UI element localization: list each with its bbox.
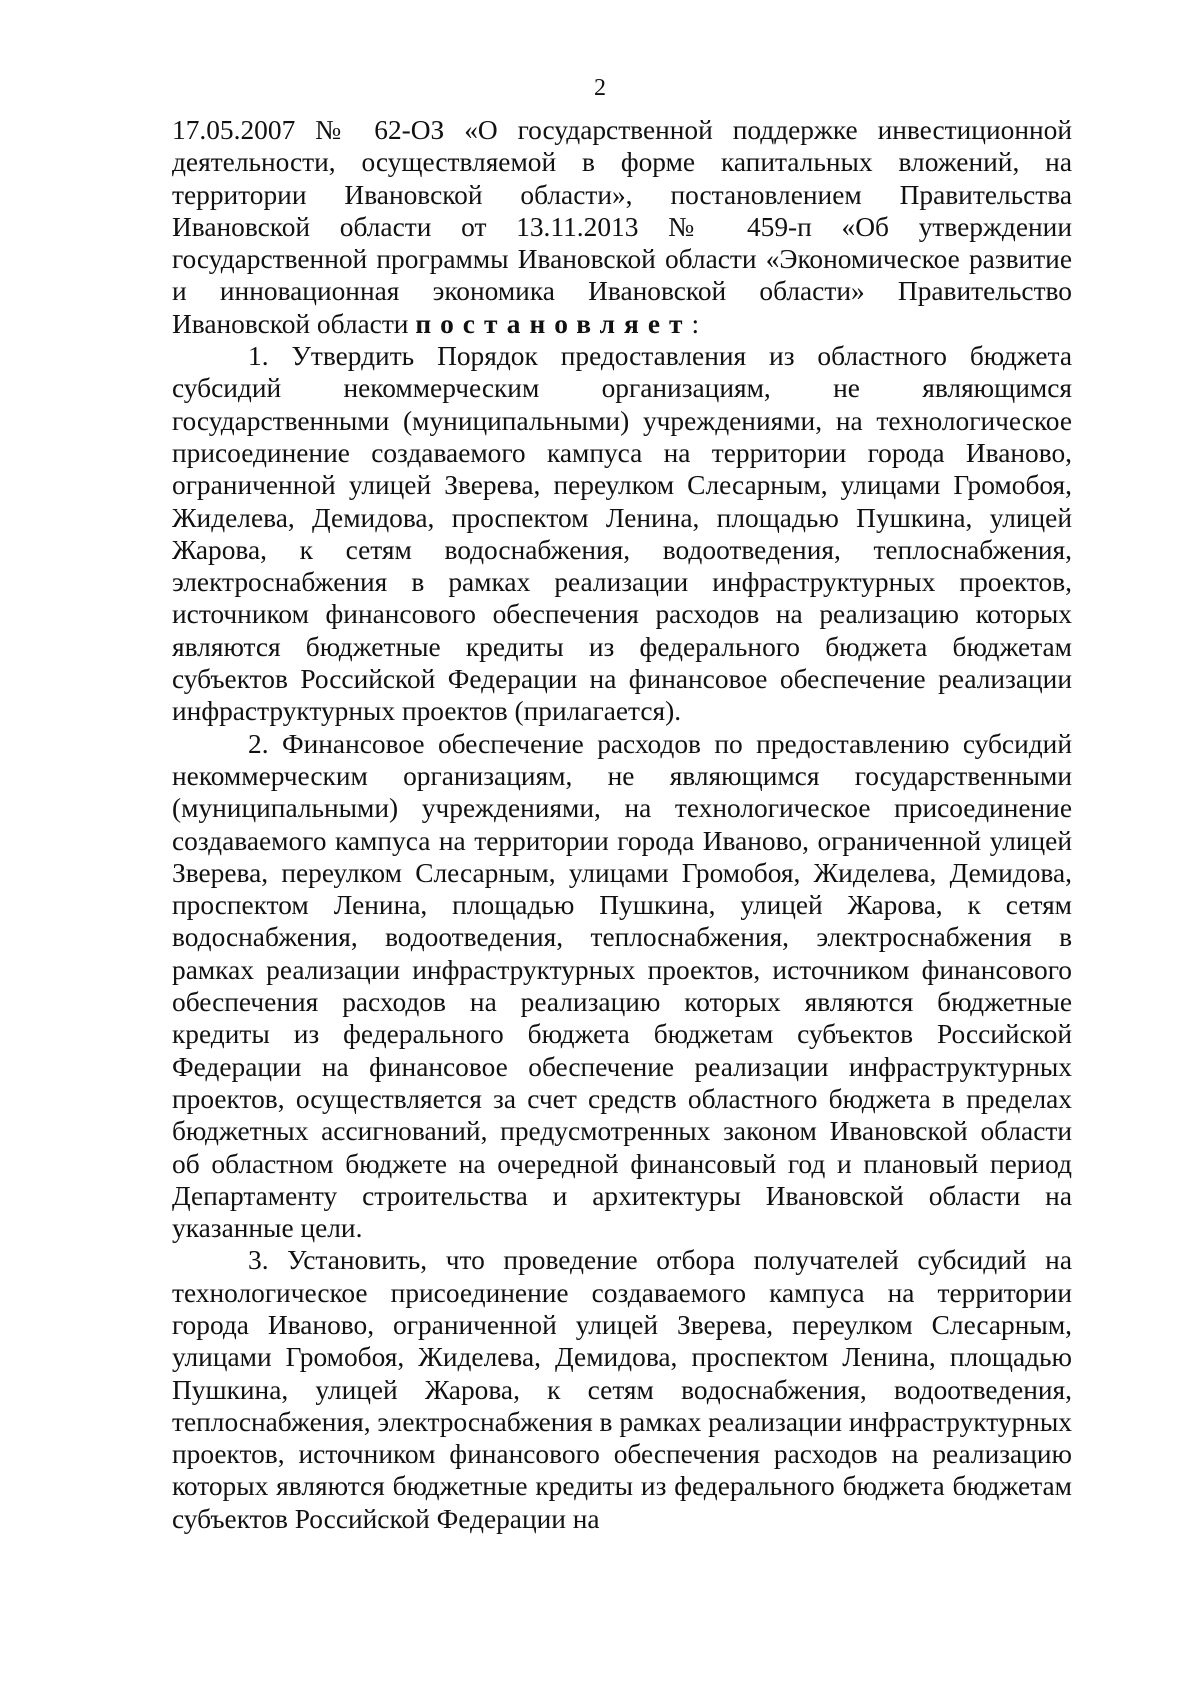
item-paragraph-3: 3. Установить, что проведение отбора получателей субсидий на технологическое присоединение создаваемого кампуса на территории города Иваново, ограниченной улицей Зверева, переулком Слесарным, улицами Громобоя, Жиделева, Демидова, проспектом Ленина, площадью Пушкина, улицей Жарова, к сетям водоснабжения, водоотведения, теплоснабжения, электроснабжения в рамках реализации инфраструктурных проектов, источником финансового обеспечения расходов на реализацию которых являются бюджетные кредиты из федерального бюджета бюджетам субъектов Российской Федерации на bbox=[172, 1245, 1072, 1534]
preamble-paragraph bbox=[172, 114, 1072, 340]
preamble-text: 17.05.2007 № 62-ОЗ «О государственной поддержке инвестиционной деятельности, осуществляемой в форме капитальных вложений, на территории Ивановской области», постановлением Правительства Ивановской области от 13.11.2013 № 459-п «Об утверждении государственной программы Ивановской области «Экономическое развитие и инновационная экономика Ивановской области» Правительство Ивановской области bbox=[172, 115, 1072, 339]
document-body bbox=[172, 114, 1072, 1535]
preamble-suffix: : bbox=[691, 308, 700, 339]
item-paragraph-2: 2. Финансовое обеспечение расходов по предоставлению субсидий некоммерческим организациям, не являющимся государственными (муниципальными) учреждениями, на технологическое присоединение создаваемого кампуса на территории города Иваново, ограниченной улицей Зверева, переулком Слесарным, улицами Громобоя, Жиделева, Демидова, проспектом Ленина, площадью Пушкина, улицей Жарова, к сетям водоснабжения, водоотведения, теплоснабжения, электроснабжения в рамках реализации инфраструктурных проектов, источником финансового обеспечения расходов на реализацию которых являются бюджетные кредиты из федерального бюджета бюджетам субъектов Российской Федерации на финансовое обеспечение реализации инфраструктурных проектов, осуществляется за счет средств областного бюджета в пределах бюджетных ассигнований, предусмотренных законом Ивановской области об областном бюджете на очередной финансовый год и плановый период Департаменту строительства и архитектуры Ивановской области на указанные цели. bbox=[172, 728, 1072, 1244]
decree-word: постановляет bbox=[415, 308, 692, 339]
page-number: 2 bbox=[594, 75, 606, 101]
item-paragraph-1: 1. Утвердить Порядок предоставления из областного бюджета субсидий некоммерческим организациям, не являющимся государственными (муниципальными) учреждениями, на технологическое присоединение создаваемого кампуса на территории города Иваново, ограниченной улицей Зверева, переулком Слесарным, улицами Громобоя, Жиделева, Демидова, проспектом Ленина, площадью Пушкина, улицей Жарова, к сетям водоснабжения, водоотведения, теплоснабжения, электроснабжения в рамках реализации инфраструктурных проектов, источником финансового обеспечения расходов на реализацию которых являются бюджетные кредиты из федерального бюджета бюджетам субъектов Российской Федерации на финансовое обеспечение реализации инфраструктурных проектов (прилагается). bbox=[172, 341, 1072, 727]
